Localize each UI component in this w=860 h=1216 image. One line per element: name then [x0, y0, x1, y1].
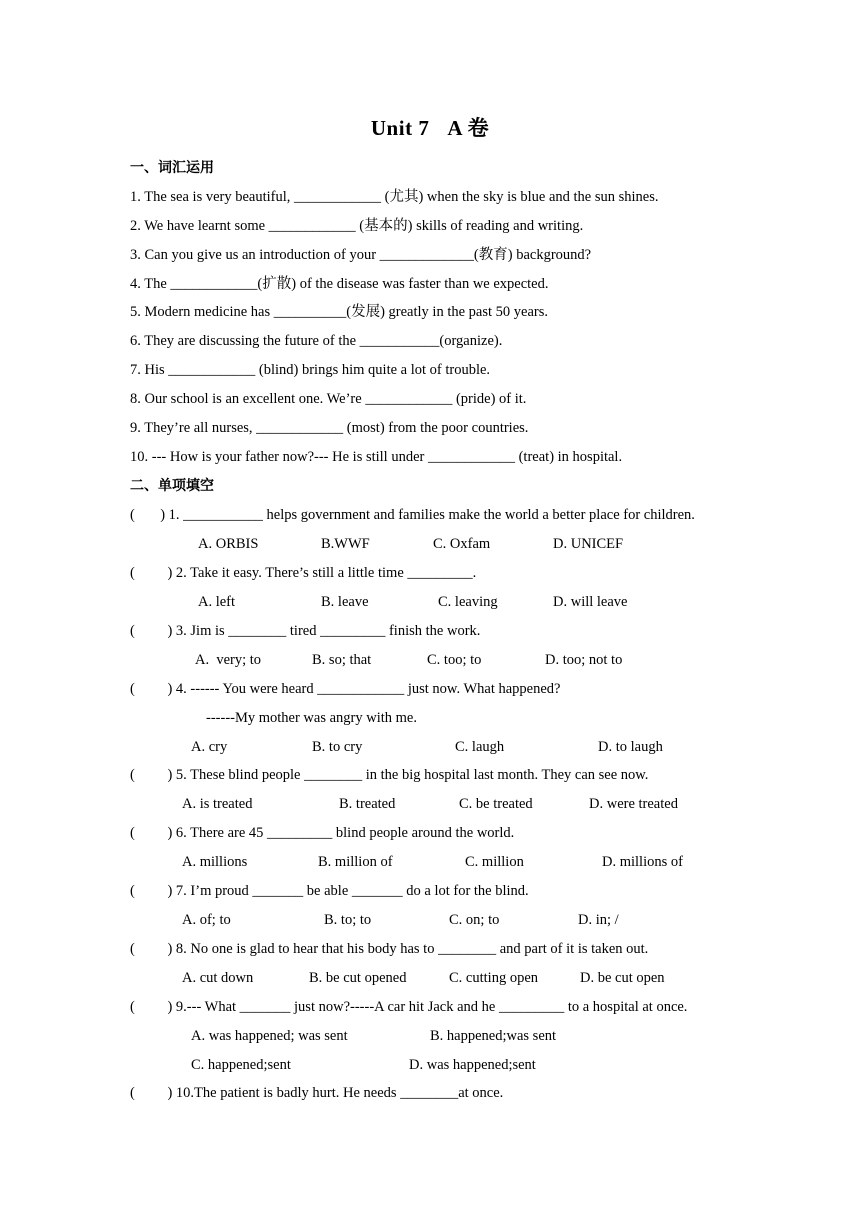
question-2-option-c: C. leaving: [438, 594, 498, 610]
question-1-option-c: C. Oxfam: [433, 536, 491, 552]
question-4-option-c: C. laugh: [455, 739, 505, 755]
question-3-option-c: C. too; to: [427, 652, 482, 668]
question-2-option-d: D. will leave: [553, 594, 628, 610]
question-9-option-c: C. happened;sent: [191, 1057, 291, 1073]
vocab-item-8: 8. Our school is an excellent one. We’re ____________ (pride) of it.: [130, 391, 527, 407]
question-4-option-b: B. to cry: [312, 739, 363, 755]
question-10-stem: ( ) 10.The patient is badly hurt. He needs ________at once.: [130, 1085, 504, 1101]
vocab-item-6: 6. They are discussing the future of the ___________(organize).: [130, 333, 503, 349]
title-suffix: A 卷: [447, 116, 490, 140]
vocab-item-4: 4. The ____________(扩散) of the disease was faster than we expected.: [130, 276, 549, 292]
question-1-option-b: B.WWF: [321, 536, 370, 552]
question-7-option-d: D. in; /: [578, 912, 619, 928]
question-6-option-b: B. million of: [318, 854, 393, 870]
question-8-option-c: C. cutting open: [449, 970, 539, 986]
vocab-item-5: 5. Modern medicine has __________(发展) greatly in the past 50 years.: [130, 304, 548, 320]
question-7-stem: ( ) 7. I’m proud _______ be able _______ do a lot for the blind.: [130, 883, 529, 899]
question-9-option-d: D. was happened;sent: [409, 1057, 536, 1073]
question-2-option-b: B. leave: [321, 594, 369, 610]
question-6-option-d: D. millions of: [602, 854, 683, 870]
question-9-stem: ( ) 9.--- What _______ just now?-----A car hit Jack and he _________ to a hospital at once.: [130, 999, 688, 1015]
question-4-dialogue: ------My mother was angry with me.: [206, 710, 417, 726]
question-8-option-d: D. be cut open: [580, 970, 665, 986]
question-5-option-c: C. be treated: [459, 796, 533, 812]
question-8-stem: ( ) 8. No one is glad to hear that his body has to ________ and part of it is taken out.: [130, 941, 649, 957]
vocab-item-10: 10. --- How is your father now?--- He is still under ____________ (treat) in hospital.: [130, 449, 623, 465]
question-1-option-d: D. UNICEF: [553, 536, 624, 552]
vocab-item-1: 1. The sea is very beautiful, ____________ (尤其) when the sky is blue and the sun shines.: [130, 189, 659, 205]
question-8-option-a: A. cut down: [182, 970, 254, 986]
title-main: Unit 7: [370, 116, 430, 140]
question-3-option-d: D. too; not to: [545, 652, 623, 668]
question-5-option-d: D. were treated: [589, 796, 678, 812]
vocab-item-2: 2. We have learnt some ____________ (基本的) skills of reading and writing.: [130, 218, 584, 234]
question-7-option-b: B. to; to: [324, 912, 372, 928]
page-title: [0, 112, 860, 142]
question-4-option-d: D. to laugh: [598, 739, 663, 755]
question-1-stem: ( ) 1. ___________ helps government and families make the world a better place for children.: [130, 507, 695, 523]
question-6-option-c: C. million: [465, 854, 524, 870]
question-5-option-a: A. is treated: [182, 796, 253, 812]
question-9-option-b: B. happened;was sent: [430, 1028, 557, 1044]
question-3-stem: ( ) 3. Jim is ________ tired _________ finish the work.: [130, 623, 481, 639]
vocab-item-3: 3. Can you give us an introduction of your _____________(教育) background?: [130, 247, 592, 263]
question-5-stem: ( ) 5. These blind people ________ in the big hospital last month. They can see now.: [130, 767, 649, 783]
question-7-option-c: C. on; to: [449, 912, 500, 928]
vocab-item-7: 7. His ____________ (blind) brings him quite a lot of trouble.: [130, 362, 491, 378]
question-1-option-a: A. ORBIS: [198, 536, 259, 552]
section-heading-multiple-choice: 二、单项填空: [130, 478, 214, 494]
question-9-option-a: A. was happened; was sent: [191, 1028, 348, 1044]
question-8-option-b: B. be cut opened: [309, 970, 407, 986]
question-7-option-a: A. of; to: [182, 912, 231, 928]
question-3-option-a: A. very; to: [195, 652, 262, 668]
question-4-stem: ( ) 4. ------ You were heard ____________ just now. What happened?: [130, 681, 561, 697]
section-heading-vocabulary: 一、词汇运用: [130, 160, 214, 176]
question-6-stem: ( ) 6. There are 45 _________ blind people around the world.: [130, 825, 515, 841]
question-2-stem: ( ) 2. Take it easy. There’s still a little time _________.: [130, 565, 477, 581]
question-3-option-b: B. so; that: [312, 652, 372, 668]
question-2-option-a: A. left: [198, 594, 236, 610]
question-6-option-a: A. millions: [182, 854, 248, 870]
vocab-item-9: 9. They’re all nurses, ____________ (most) from the poor countries.: [130, 420, 529, 436]
question-5-option-b: B. treated: [339, 796, 396, 812]
question-4-option-a: A. cry: [191, 739, 228, 755]
